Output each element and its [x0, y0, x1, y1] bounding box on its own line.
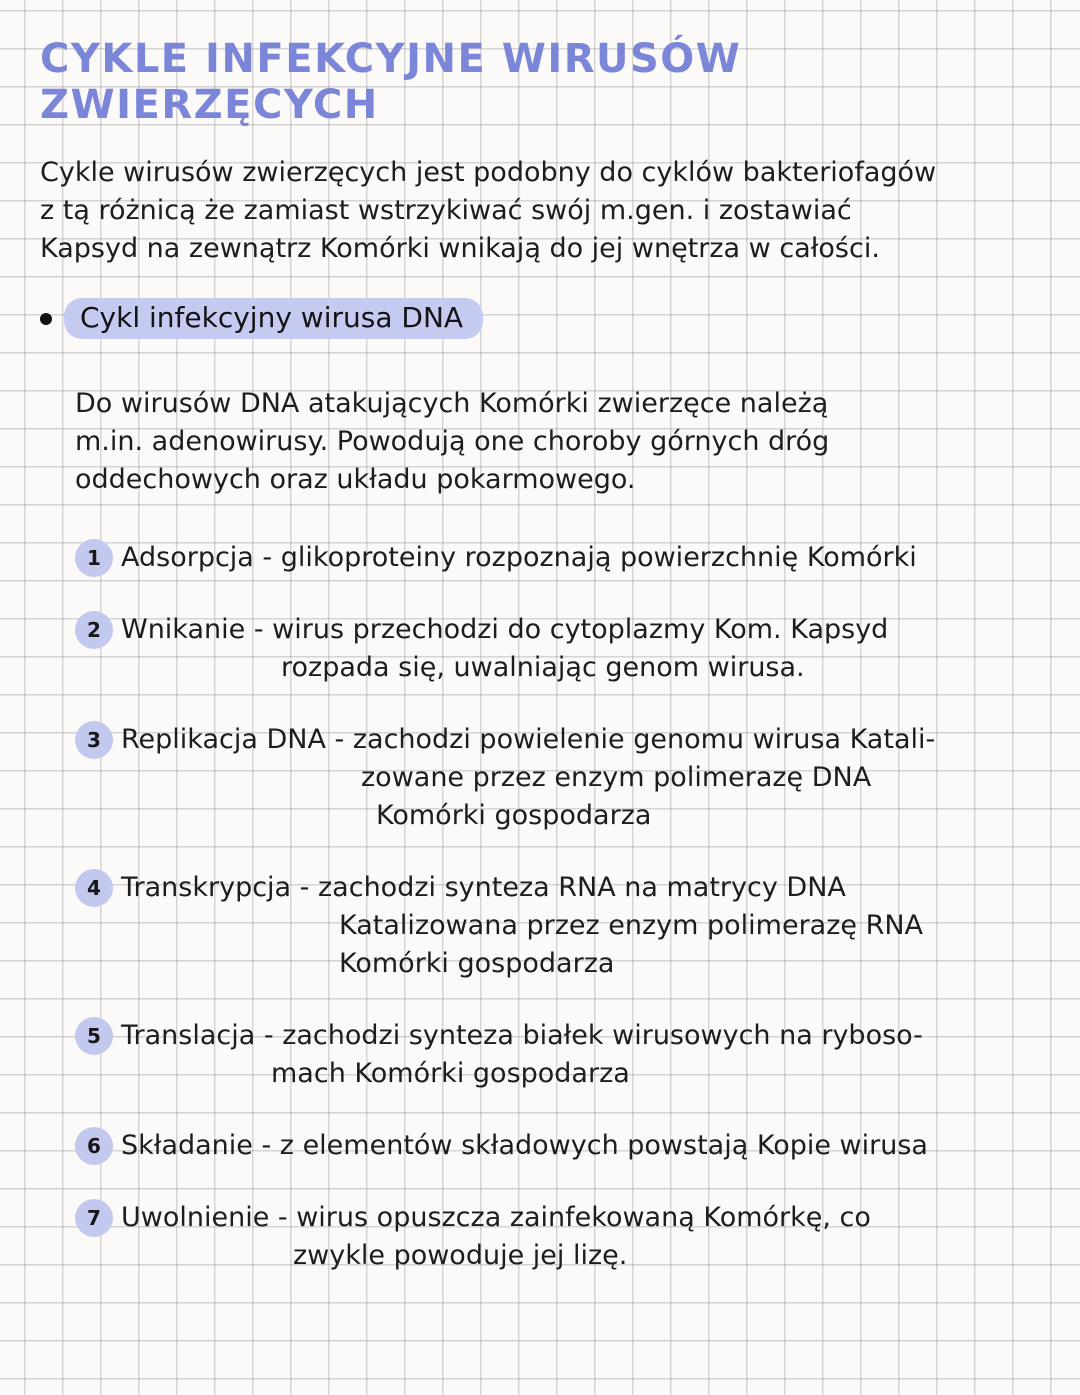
page-title: CYKLE INFEKCYJNE WIRUSÓW ZWIERZĘCYCH [40, 36, 742, 128]
step-item-uwolnienie [75, 1199, 1080, 1275]
step-line: Transkrypcja - zachodzi synteza RNA na matrycy DNA [121, 872, 846, 903]
description-line: m.in. adenowirusy. Powodują one choroby górnych dróg [75, 426, 830, 457]
step-line: zowane przez enzym polimerazę DNA [361, 762, 872, 793]
step-number: 5 [87, 1024, 101, 1048]
step-number: 3 [87, 728, 101, 752]
step-number: 7 [87, 1206, 101, 1230]
step-item-wnikanie [75, 611, 1080, 687]
intro-line: Cykle wirusów zwierzęcych jest podobny do cyklów bakteriofagów [40, 157, 937, 188]
step-number-badge [75, 611, 113, 649]
step-line: Replikacja DNA - zachodzi powielenie genomu wirusa Katali- [121, 724, 936, 755]
step-line: Katalizowana przez enzym polimerazę RNA [339, 910, 924, 941]
step-line: Uwolnienie - wirus opuszcza zainfekowaną Komórkę, co [121, 1202, 871, 1233]
section-heading-highlight: Cykl infekcyjny wirusa DNA [64, 298, 483, 339]
step-line: Translacja - zachodzi synteza białek wirusowych na ryboso- [121, 1020, 923, 1051]
step-item-adsorpcja [75, 539, 1080, 577]
section-description [75, 385, 1080, 499]
step-text [121, 869, 1080, 983]
step-number-badge [75, 721, 113, 759]
intro-paragraph [40, 154, 1080, 268]
step-list [0, 539, 1080, 1275]
step-item-replikacja [75, 721, 1080, 835]
step-line: Komórki gospodarza [339, 948, 615, 979]
step-number-badge [75, 539, 113, 577]
step-number-badge [75, 1199, 113, 1237]
bullet-dot-icon [40, 313, 52, 325]
step-line: Składanie - z elementów składowych powstają Kopie wirusa [121, 1130, 928, 1161]
step-line: Wnikanie - wirus przechodzi do cytoplazmy Kom. Kapsyd [121, 614, 889, 645]
step-number-badge [75, 1017, 113, 1055]
step-text [121, 1017, 1080, 1093]
step-number: 2 [87, 618, 101, 642]
intro-line: z tą różnicą że zamiast wstrzykiwać swój m.gen. i zostawiać [40, 195, 852, 226]
step-line: Adsorpcja - glikoproteiny rozpoznają powierzchnię Komórki [121, 542, 917, 573]
section-heading-row [40, 298, 1080, 339]
step-number: 1 [87, 546, 101, 570]
step-number-badge [75, 869, 113, 907]
step-number: 6 [87, 1134, 101, 1158]
step-text [121, 1127, 1080, 1165]
step-text [121, 1199, 1080, 1275]
step-line: rozpada się, uwalniając genom wirusa. [281, 652, 805, 683]
step-text [121, 721, 1080, 835]
step-line: zwykle powoduje jej lizę. [293, 1240, 628, 1271]
step-number: 4 [87, 876, 101, 900]
description-line: oddechowych oraz układu pokarmowego. [75, 464, 636, 495]
step-line: Komórki gospodarza [376, 800, 652, 831]
step-item-transkrypcja [75, 869, 1080, 983]
step-item-translacja [75, 1017, 1080, 1093]
step-text [121, 611, 1080, 687]
intro-line: Kapsyd na zewnątrz Komórki wnikają do jej wnętrza w całości. [40, 233, 880, 264]
step-item-skladanie [75, 1127, 1080, 1165]
step-number-badge [75, 1127, 113, 1165]
description-line: Do wirusów DNA atakujących Komórki zwierzęce należą [75, 388, 829, 419]
step-text [121, 539, 1080, 577]
step-line: mach Komórki gospodarza [271, 1058, 630, 1089]
